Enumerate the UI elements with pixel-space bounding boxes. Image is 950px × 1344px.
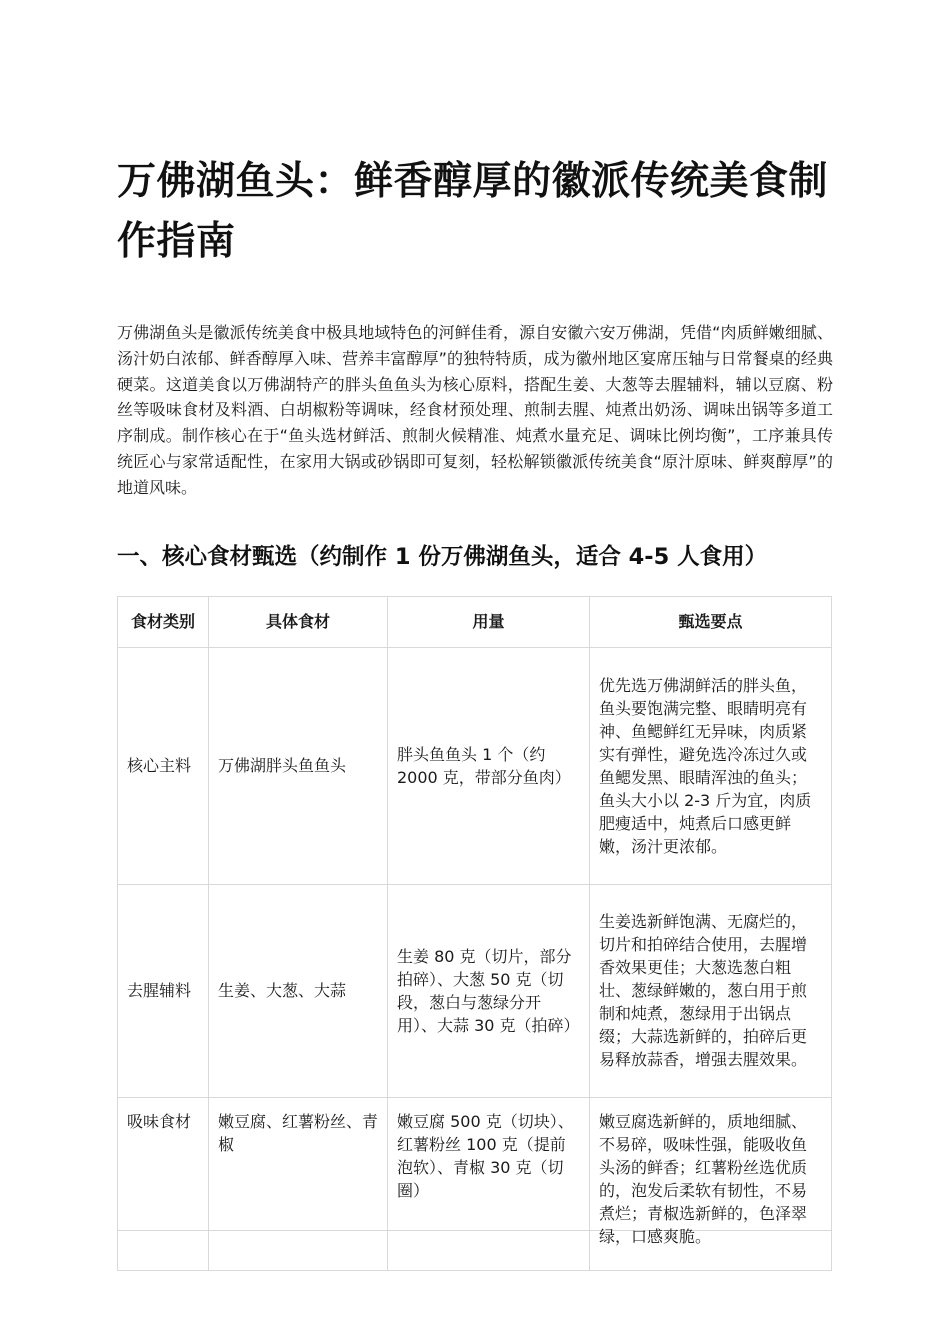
cell-category: 核心主料 (118, 647, 209, 884)
ingredients-table (117, 596, 832, 1271)
ingredients-table-container (117, 596, 831, 1246)
section-heading-ingredients: 一、核心食材甄选（约制作 1 份万佛湖鱼头，适合 4-5 人食用） (117, 543, 768, 570)
cell-amount: 胖头鱼鱼头 1 个（约 2000 克，带部分鱼肉） (388, 647, 590, 884)
table-row (118, 1097, 832, 1270)
table-row (118, 647, 832, 884)
cell-amount: 生姜 80 克（切片，部分拍碎）、大葱 50 克（切段，葱白与葱绿分开用）、大蒜 30 克（拍碎） (388, 884, 590, 1097)
table-header-row (118, 596, 832, 647)
cell-tips: 优先选万佛湖鲜活的胖头鱼，鱼头要饱满完整、眼睛明亮有神、鱼鳃鲜红无异味，肉质紧实有弹性，避免选冷冻过久或鱼鳃发黑、眼睛浑浊的鱼头；鱼头大小以 2-3 斤为宜，肉质肥瘦适中，炖煮后口感更鲜嫩，汤汁更浓郁。 (590, 647, 832, 884)
cell-tips: 嫩豆腐选新鲜的，质地细腻、不易碎，吸味性强，能吸收鱼头汤的鲜香；红薯粉丝选优质的，泡发后柔软有韧性，不易煮烂；青椒选新鲜的，色泽翠绿，口感爽脆。 (590, 1097, 832, 1270)
intro-paragraph: 万佛湖鱼头是徽派传统美食中极具地域特色的河鲜佳肴，源自安徽六安万佛湖，凭借“肉质鲜嫩细腻、汤汁奶白浓郁、鲜香醇厚入味、营养丰富醇厚”的独特特质，成为徽州地区宴席压轴与日常餐桌的经典硬菜。这道美食以万佛湖特产的胖头鱼鱼头为核心原料，搭配生姜、大葱等去腥辅料，辅以豆腐、粉丝等吸味食材及料酒、白胡椒粉等调味，经食材预处理、煎制去腥、炖煮出奶汤、调味出锅等多道工序制成。制作核心在于“鱼头选材鲜活、煎制火候精准、炖煮水量充足、调味比例均衡”，工序兼具传统匠心与家常适配性，在家用大锅或砂锅即可复刻，轻松解锁徽派传统美食“原汁原味、鲜爽醇厚”的地道风味。 (117, 323, 833, 497)
cell-ingredient: 生姜、大葱、大蒜 (209, 884, 388, 1097)
table-row (118, 884, 832, 1097)
header-amount: 用量 (388, 596, 590, 647)
cell-ingredient: 嫩豆腐、红薯粉丝、青椒 (209, 1097, 388, 1270)
document-page (117, 152, 833, 1246)
header-category: 食材类别 (118, 596, 209, 647)
header-ingredient: 具体食材 (209, 596, 388, 647)
cell-category: 去腥辅料 (118, 884, 209, 1097)
cell-tips: 生姜选新鲜饱满、无腐烂的，切片和拍碎结合使用，去腥增香效果更佳；大葱选葱白粗壮、葱绿鲜嫩的，葱白用于煎制和炖煮，葱绿用于出锅点缀；大蒜选新鲜的，拍碎后更易释放蒜香，增强去腥效果。 (590, 884, 832, 1097)
cell-amount: 嫩豆腐 500 克（切块）、红薯粉丝 100 克（提前泡软）、青椒 30 克（切圈） (388, 1097, 590, 1270)
cell-ingredient: 万佛湖胖头鱼鱼头 (209, 647, 388, 884)
cell-category: 吸味食材 (118, 1097, 209, 1270)
header-tips: 甄选要点 (590, 596, 832, 647)
page-title: 万佛湖鱼头：鲜香醇厚的徽派传统美食制作指南 (117, 159, 829, 264)
